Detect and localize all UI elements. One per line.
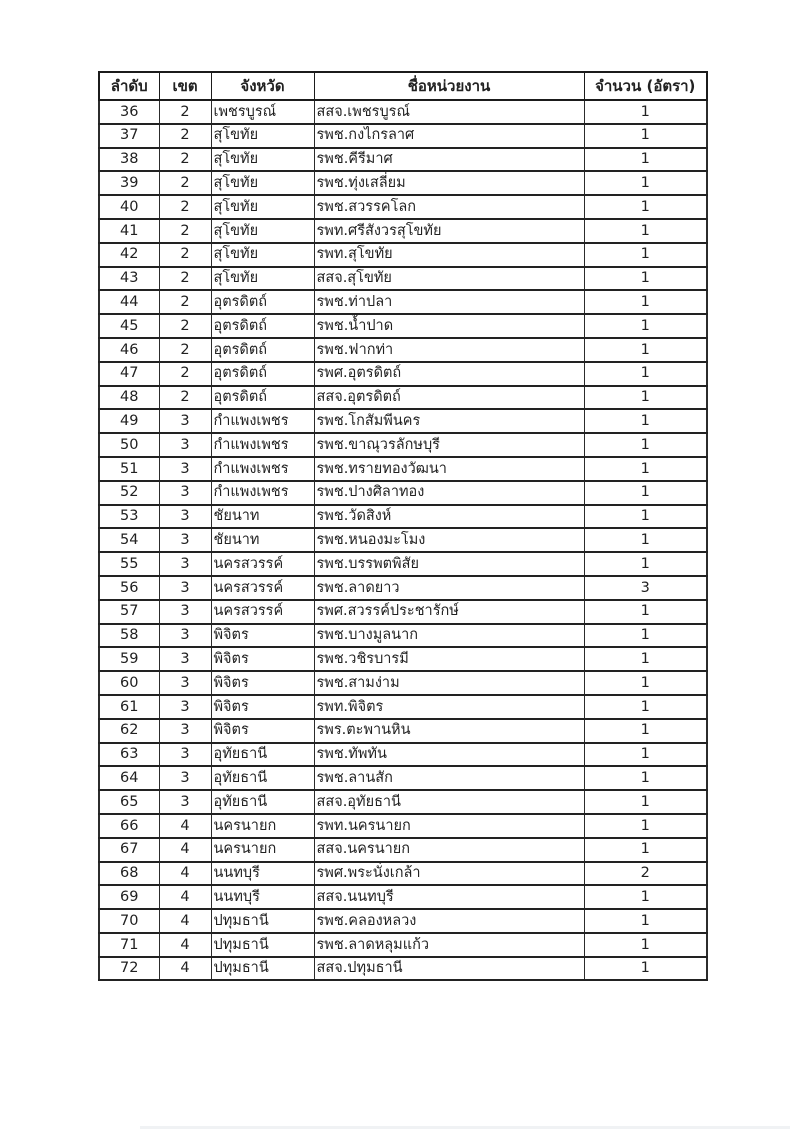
- quantity-cell: 1: [584, 933, 707, 957]
- unit-name-cell: สสจ.นครนายก: [314, 838, 584, 862]
- unit-name-cell: สสจ.อุตรดิตถ์: [314, 386, 584, 410]
- quantity-cell: 1: [584, 290, 707, 314]
- zone-cell: 3: [159, 457, 211, 481]
- quantity-cell: 1: [584, 243, 707, 267]
- table-row: [99, 124, 707, 148]
- quantity-cell: 2: [584, 862, 707, 886]
- quantity-cell: 1: [584, 433, 707, 457]
- province-cell: นครสวรรค์: [211, 552, 314, 576]
- zone-cell: 2: [159, 195, 211, 219]
- quantity-cell: 1: [584, 647, 707, 671]
- unit-name-cell: รพช.ทัพทัน: [314, 743, 584, 767]
- unit-name-cell: รพท.สุโขทัย: [314, 243, 584, 267]
- unit-name-cell: รพช.วชิรบารมี: [314, 647, 584, 671]
- quantity-cell: 1: [584, 766, 707, 790]
- quantity-cell: 1: [584, 100, 707, 124]
- scan-artifact-line: [140, 1126, 790, 1129]
- table-row: [99, 338, 707, 362]
- order-cell: 69: [99, 885, 159, 909]
- quantity-cell: 1: [584, 743, 707, 767]
- table-row: [99, 933, 707, 957]
- province-cell: สุโขทัย: [211, 219, 314, 243]
- province-cell: อุทัยธานี: [211, 790, 314, 814]
- quantity-cell: 1: [584, 552, 707, 576]
- province-cell: สุโขทัย: [211, 243, 314, 267]
- province-cell: ชัยนาท: [211, 505, 314, 529]
- order-cell: 71: [99, 933, 159, 957]
- unit-name-cell: สสจ.นนทบุรี: [314, 885, 584, 909]
- quantity-cell: 1: [584, 695, 707, 719]
- province-cell: กำแพงเพชร: [211, 433, 314, 457]
- table-row: [99, 671, 707, 695]
- unit-name-cell: รพช.ลานสัก: [314, 766, 584, 790]
- order-cell: 47: [99, 362, 159, 386]
- table-row: [99, 576, 707, 600]
- zone-cell: 3: [159, 409, 211, 433]
- table-row: [99, 909, 707, 933]
- province-cell: อุทัยธานี: [211, 766, 314, 790]
- quantity-cell: 1: [584, 600, 707, 624]
- table-row: [99, 505, 707, 529]
- province-cell: นครสวรรค์: [211, 600, 314, 624]
- unit-name-cell: รพช.ฟากท่า: [314, 338, 584, 362]
- order-cell: 44: [99, 290, 159, 314]
- table-row: [99, 552, 707, 576]
- order-cell: 53: [99, 505, 159, 529]
- zone-cell: 2: [159, 124, 211, 148]
- quantity-cell: 1: [584, 314, 707, 338]
- zone-cell: 2: [159, 314, 211, 338]
- unit-name-cell: รพช.ปางศิลาทอง: [314, 481, 584, 505]
- province-cell: กำแพงเพชร: [211, 481, 314, 505]
- table-row: [99, 433, 707, 457]
- province-cell: พิจิตร: [211, 624, 314, 648]
- province-cell: พิจิตร: [211, 719, 314, 743]
- zone-cell: 4: [159, 909, 211, 933]
- province-cell: อุตรดิตถ์: [211, 362, 314, 386]
- column-header: ลำดับ: [99, 72, 159, 100]
- column-header: เขต: [159, 72, 211, 100]
- quantity-cell: 1: [584, 148, 707, 172]
- order-cell: 65: [99, 790, 159, 814]
- quantity-cell: 1: [584, 671, 707, 695]
- province-cell: อุตรดิตถ์: [211, 290, 314, 314]
- column-header: จำนวน (อัตรา): [584, 72, 707, 100]
- order-cell: 59: [99, 647, 159, 671]
- quantity-cell: 1: [584, 909, 707, 933]
- quantity-cell: 1: [584, 624, 707, 648]
- quantity-cell: 1: [584, 386, 707, 410]
- province-cell: สุโขทัย: [211, 171, 314, 195]
- table-row: [99, 362, 707, 386]
- order-cell: 50: [99, 433, 159, 457]
- unit-name-cell: สสจ.เพชรบูรณ์: [314, 100, 584, 124]
- zone-cell: 3: [159, 624, 211, 648]
- unit-name-cell: รพช.สามง่าม: [314, 671, 584, 695]
- zone-cell: 3: [159, 647, 211, 671]
- quantity-cell: 1: [584, 457, 707, 481]
- province-cell: นนทบุรี: [211, 862, 314, 886]
- province-cell: พิจิตร: [211, 695, 314, 719]
- unit-name-cell: รพศ.อุตรดิตถ์: [314, 362, 584, 386]
- unit-name-cell: รพช.ขาณุวรลักษบุรี: [314, 433, 584, 457]
- order-cell: 36: [99, 100, 159, 124]
- unit-name-cell: รพช.ลาดยาว: [314, 576, 584, 600]
- zone-cell: 2: [159, 267, 211, 291]
- quantity-cell: 1: [584, 505, 707, 529]
- unit-name-cell: รพช.ลาดหลุมแก้ว: [314, 933, 584, 957]
- order-cell: 62: [99, 719, 159, 743]
- table-body: [99, 100, 707, 980]
- table-row: [99, 719, 707, 743]
- province-cell: ปทุมธานี: [211, 909, 314, 933]
- unit-name-cell: รพช.คีรีมาศ: [314, 148, 584, 172]
- units-table-container: [98, 71, 708, 981]
- order-cell: 41: [99, 219, 159, 243]
- order-cell: 49: [99, 409, 159, 433]
- order-cell: 42: [99, 243, 159, 267]
- zone-cell: 3: [159, 766, 211, 790]
- table-row: [99, 766, 707, 790]
- zone-cell: 4: [159, 885, 211, 909]
- unit-name-cell: รพร.ตะพานหิน: [314, 719, 584, 743]
- table-row: [99, 171, 707, 195]
- quantity-cell: 1: [584, 814, 707, 838]
- unit-name-cell: รพช.คลองหลวง: [314, 909, 584, 933]
- table-row: [99, 647, 707, 671]
- zone-cell: 3: [159, 695, 211, 719]
- unit-name-cell: สสจ.ปทุมธานี: [314, 957, 584, 981]
- zone-cell: 3: [159, 743, 211, 767]
- order-cell: 55: [99, 552, 159, 576]
- order-cell: 39: [99, 171, 159, 195]
- table-row: [99, 885, 707, 909]
- unit-name-cell: รพช.กงไกรลาศ: [314, 124, 584, 148]
- zone-cell: 2: [159, 243, 211, 267]
- province-cell: เพชรบูรณ์: [211, 100, 314, 124]
- province-cell: อุทัยธานี: [211, 743, 314, 767]
- province-cell: อุตรดิตถ์: [211, 338, 314, 362]
- table-row: [99, 386, 707, 410]
- province-cell: อุตรดิตถ์: [211, 386, 314, 410]
- units-table: [98, 71, 708, 981]
- unit-name-cell: รพช.น้ำปาด: [314, 314, 584, 338]
- unit-name-cell: รพช.หนองมะโมง: [314, 528, 584, 552]
- table-row: [99, 219, 707, 243]
- quantity-cell: 1: [584, 838, 707, 862]
- order-cell: 67: [99, 838, 159, 862]
- table-row: [99, 838, 707, 862]
- zone-cell: 3: [159, 433, 211, 457]
- zone-cell: 2: [159, 219, 211, 243]
- zone-cell: 4: [159, 933, 211, 957]
- quantity-cell: 1: [584, 885, 707, 909]
- table-row: [99, 290, 707, 314]
- zone-cell: 3: [159, 552, 211, 576]
- quantity-cell: 1: [584, 362, 707, 386]
- order-cell: 52: [99, 481, 159, 505]
- quantity-cell: 1: [584, 409, 707, 433]
- header-row: [99, 72, 707, 100]
- province-cell: สุโขทัย: [211, 124, 314, 148]
- table-row: [99, 862, 707, 886]
- order-cell: 70: [99, 909, 159, 933]
- unit-name-cell: รพศ.สวรรค์ประชารักษ์: [314, 600, 584, 624]
- table-row: [99, 267, 707, 291]
- unit-name-cell: รพช.วัดสิงห์: [314, 505, 584, 529]
- zone-cell: 3: [159, 576, 211, 600]
- order-cell: 61: [99, 695, 159, 719]
- order-cell: 45: [99, 314, 159, 338]
- province-cell: อุตรดิตถ์: [211, 314, 314, 338]
- zone-cell: 4: [159, 814, 211, 838]
- zone-cell: 3: [159, 505, 211, 529]
- quantity-cell: 1: [584, 481, 707, 505]
- quantity-cell: 1: [584, 719, 707, 743]
- quantity-cell: 1: [584, 528, 707, 552]
- table-row: [99, 600, 707, 624]
- order-cell: 64: [99, 766, 159, 790]
- order-cell: 54: [99, 528, 159, 552]
- zone-cell: 3: [159, 671, 211, 695]
- zone-cell: 2: [159, 171, 211, 195]
- order-cell: 68: [99, 862, 159, 886]
- quantity-cell: 1: [584, 957, 707, 981]
- zone-cell: 2: [159, 290, 211, 314]
- zone-cell: 3: [159, 719, 211, 743]
- quantity-cell: 3: [584, 576, 707, 600]
- table-row: [99, 409, 707, 433]
- table-row: [99, 314, 707, 338]
- province-cell: นครนายก: [211, 838, 314, 862]
- zone-cell: 4: [159, 957, 211, 981]
- province-cell: สุโขทัย: [211, 148, 314, 172]
- province-cell: กำแพงเพชร: [211, 409, 314, 433]
- zone-cell: 3: [159, 790, 211, 814]
- unit-name-cell: รพท.นครนายก: [314, 814, 584, 838]
- column-header: จังหวัด: [211, 72, 314, 100]
- table-row: [99, 743, 707, 767]
- order-cell: 40: [99, 195, 159, 219]
- unit-name-cell: รพช.บางมูลนาก: [314, 624, 584, 648]
- unit-name-cell: รพช.สวรรคโลก: [314, 195, 584, 219]
- zone-cell: 4: [159, 838, 211, 862]
- zone-cell: 3: [159, 528, 211, 552]
- table-row: [99, 790, 707, 814]
- table-header: [99, 72, 707, 100]
- order-cell: 51: [99, 457, 159, 481]
- unit-name-cell: สสจ.อุทัยธานี: [314, 790, 584, 814]
- quantity-cell: 1: [584, 219, 707, 243]
- table-row: [99, 148, 707, 172]
- quantity-cell: 1: [584, 267, 707, 291]
- order-cell: 43: [99, 267, 159, 291]
- quantity-cell: 1: [584, 171, 707, 195]
- zone-cell: 2: [159, 386, 211, 410]
- unit-name-cell: รพศ.พระนั่งเกล้า: [314, 862, 584, 886]
- table-row: [99, 624, 707, 648]
- zone-cell: 3: [159, 600, 211, 624]
- province-cell: ชัยนาท: [211, 528, 314, 552]
- order-cell: 72: [99, 957, 159, 981]
- province-cell: สุโขทัย: [211, 195, 314, 219]
- quantity-cell: 1: [584, 338, 707, 362]
- order-cell: 66: [99, 814, 159, 838]
- province-cell: นนทบุรี: [211, 885, 314, 909]
- zone-cell: 2: [159, 100, 211, 124]
- order-cell: 37: [99, 124, 159, 148]
- order-cell: 57: [99, 600, 159, 624]
- table-row: [99, 100, 707, 124]
- table-row: [99, 814, 707, 838]
- table-row: [99, 957, 707, 981]
- province-cell: พิจิตร: [211, 671, 314, 695]
- order-cell: 60: [99, 671, 159, 695]
- province-cell: นครสวรรค์: [211, 576, 314, 600]
- order-cell: 58: [99, 624, 159, 648]
- order-cell: 63: [99, 743, 159, 767]
- table-row: [99, 243, 707, 267]
- table-row: [99, 528, 707, 552]
- province-cell: ปทุมธานี: [211, 933, 314, 957]
- quantity-cell: 1: [584, 790, 707, 814]
- zone-cell: 2: [159, 362, 211, 386]
- unit-name-cell: รพช.ท่าปลา: [314, 290, 584, 314]
- province-cell: กำแพงเพชร: [211, 457, 314, 481]
- unit-name-cell: รพช.บรรพตพิสัย: [314, 552, 584, 576]
- table-row: [99, 695, 707, 719]
- zone-cell: 3: [159, 481, 211, 505]
- order-cell: 56: [99, 576, 159, 600]
- table-row: [99, 481, 707, 505]
- order-cell: 46: [99, 338, 159, 362]
- order-cell: 38: [99, 148, 159, 172]
- province-cell: สุโขทัย: [211, 267, 314, 291]
- unit-name-cell: รพช.โกสัมพีนคร: [314, 409, 584, 433]
- zone-cell: 2: [159, 148, 211, 172]
- table-row: [99, 457, 707, 481]
- province-cell: นครนายก: [211, 814, 314, 838]
- unit-name-cell: รพช.ทรายทองวัฒนา: [314, 457, 584, 481]
- table-row: [99, 195, 707, 219]
- unit-name-cell: รพช.ทุ่งเสลี่ยม: [314, 171, 584, 195]
- unit-name-cell: รพท.ศรีสังวรสุโขทัย: [314, 219, 584, 243]
- province-cell: พิจิตร: [211, 647, 314, 671]
- zone-cell: 4: [159, 862, 211, 886]
- zone-cell: 2: [159, 338, 211, 362]
- quantity-cell: 1: [584, 195, 707, 219]
- quantity-cell: 1: [584, 124, 707, 148]
- unit-name-cell: สสจ.สุโขทัย: [314, 267, 584, 291]
- unit-name-cell: รพท.พิจิตร: [314, 695, 584, 719]
- column-header: ชื่อหน่วยงาน: [314, 72, 584, 100]
- order-cell: 48: [99, 386, 159, 410]
- province-cell: ปทุมธานี: [211, 957, 314, 981]
